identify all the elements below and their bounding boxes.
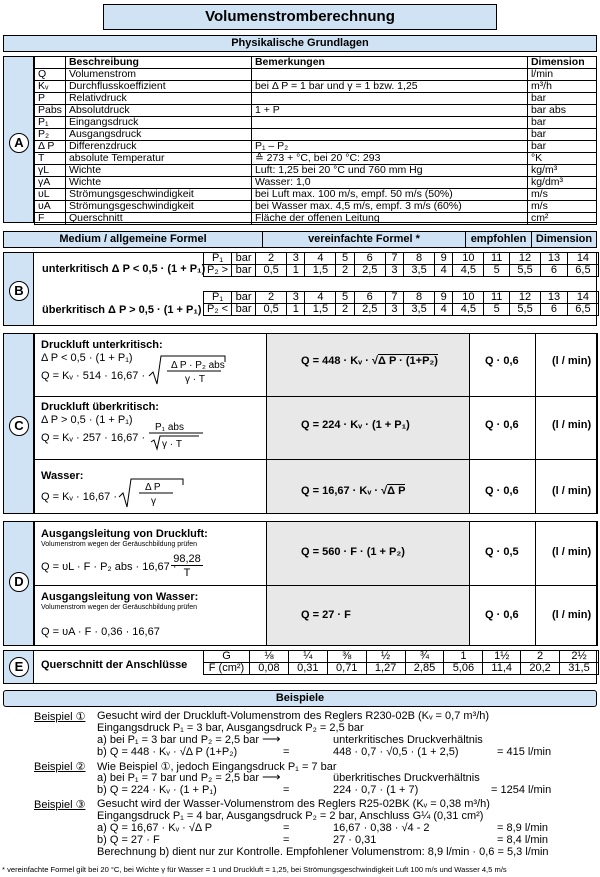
example3-a-calc: 16,67 · 0,38 · √4 - 2 (333, 822, 430, 834)
cell-symbol: γA (35, 177, 66, 189)
p2-value: 3 (385, 304, 403, 316)
g-value: ⅜ (327, 651, 366, 663)
cell-remark (251, 129, 527, 141)
p1-value: 13 (541, 292, 568, 304)
remarks-header: Bemerkungen (251, 57, 527, 69)
cell-dimension: bar (527, 141, 596, 153)
cell-description: Absolutdruck (65, 105, 251, 117)
svg-text:Δ P · P₂ abs: Δ P · P₂ abs (171, 360, 225, 371)
example3-tag: Beispiel ③ (34, 799, 86, 811)
p1-row (204, 292, 599, 304)
table-row (35, 69, 597, 81)
c2-dimension: (l / min) (552, 419, 592, 431)
table-row (35, 141, 597, 153)
p1-value: 7 (385, 253, 403, 265)
d2-title: Ausgangsleitung von Wasser: (41, 591, 199, 603)
section-b-badge: B (9, 281, 29, 301)
arrow-icon: ⟶ (262, 731, 281, 746)
p2-value: 3,5 (404, 304, 435, 316)
basics-header-row (35, 57, 597, 69)
table-row (35, 165, 597, 177)
cell-symbol: Δ P (35, 141, 66, 153)
p2-value: 1 (287, 304, 305, 316)
example2-b-eq: = (283, 784, 290, 796)
p2-value: 5 (484, 304, 510, 316)
svg-text:γ · T: γ · T (185, 374, 205, 385)
unit-label: bar (232, 253, 256, 265)
supercritical-pressure-table (203, 291, 599, 316)
g-value: ¾ (405, 651, 444, 663)
c1-dimension: (l / min) (552, 355, 592, 367)
col-dimension-header: Dimension (531, 231, 597, 248)
cell-description: Relativdruck (65, 93, 251, 105)
example3-line1: Gesucht wird der Wasser-Volumenstrom des Reglers R25-02BK (Kᵥ = 0,38 m³/h) (97, 798, 490, 810)
example1-b: b) Q = 448 · Kᵥ · √Δ P (1+P₂) (97, 746, 238, 758)
table-row (35, 153, 597, 165)
svg-text:γ · T: γ · T (162, 439, 182, 450)
example2-a-result: überkritisches Druckverhältnis (333, 772, 480, 784)
p2-value: 6 (541, 265, 568, 277)
d1-simplified: Q = 560 · F · (1 + P₂) (301, 546, 405, 558)
p2-value: 4,5 (453, 304, 484, 316)
p1-label: P₁ (204, 292, 232, 304)
d2-recommended: Q · 0,6 (485, 609, 519, 621)
table-row (35, 201, 597, 213)
p1-value: 10 (453, 292, 484, 304)
g-label: G (204, 651, 250, 663)
cell-description: Wichte (65, 165, 251, 177)
f-value: 5,06 (444, 663, 483, 675)
col-medium-header: Medium / allgemeine Formel (3, 231, 263, 248)
table-row (35, 105, 597, 117)
p1-value: 12 (510, 292, 541, 304)
d2-formula: Q = υA · F · 0,36 · 16,67 (41, 626, 160, 638)
cell-dimension: cm² (527, 213, 596, 225)
page-title: Volumenstromberechnung (103, 4, 497, 30)
c2-fraction (147, 418, 207, 452)
p2-value: 4 (435, 304, 453, 316)
f-value: 31,5 (560, 663, 599, 675)
p2-value: 5 (484, 265, 510, 277)
table-row (35, 93, 597, 105)
c3-formula: Q = Kᵥ · 16,67 · (41, 491, 117, 503)
cell-remark (251, 69, 527, 81)
g-value: 1½ (483, 651, 521, 663)
cell-dimension: kg/m³ (527, 165, 596, 177)
cell-remark: bei Luft max. 100 m/s, empf. 50 m/s (50%) (251, 189, 527, 201)
f-value: 1,27 (366, 663, 405, 675)
p2-value: 2 (336, 265, 354, 277)
f-value: 0,71 (327, 663, 366, 675)
p1-value: 8 (404, 253, 435, 265)
p2-value: 1 (287, 265, 305, 277)
c3-recommended: Q · 0,6 (485, 485, 519, 497)
cell-symbol: P₂ (35, 129, 66, 141)
subcritical-condition: unterkritisch Δ P < 0,5 · (1 + P₁) (42, 263, 206, 275)
cell-symbol: υL (35, 189, 66, 201)
cell-dimension: m³/h (527, 81, 596, 93)
svg-text:Δ P: Δ P (145, 482, 161, 493)
p2-value: 6 (541, 304, 568, 316)
supercritical-condition: überkritisch Δ P > 0,5 · (1 + P₁) (42, 304, 202, 316)
section-a-badge: A (9, 133, 29, 153)
f-row (204, 663, 599, 675)
cell-remark: bei Δ P = 1 bar und γ = 1 bzw. 1,25 (251, 81, 527, 93)
p1-value: 6 (354, 292, 385, 304)
g-value: ⅛ (250, 651, 289, 663)
cell-dimension: m/s (527, 189, 596, 201)
c2-simplified: Q = 224 · Kᵥ · (1 + P₁) (301, 419, 410, 431)
cell-description: Ausgangsdruck (65, 129, 251, 141)
p1-value: 2 (256, 292, 287, 304)
f-label: F (cm²) (204, 663, 250, 675)
d1-title: Ausgangsleitung von Druckluft: (41, 528, 208, 540)
cell-symbol: F (35, 213, 66, 225)
p1-value: 4 (305, 253, 336, 265)
cell-description: Strömungsgeschwindigkeit (65, 201, 251, 213)
p1-value: 11 (484, 292, 510, 304)
p1-value: 12 (510, 253, 541, 265)
p2-row (204, 304, 599, 316)
section-d-badge: D (9, 572, 29, 592)
p2-value: 5,5 (510, 304, 541, 316)
c2-condition: Δ P > 0,5 · (1 + P₁) (41, 414, 133, 426)
cell-remark: 1 + P (251, 105, 527, 117)
section-e-badge: E (9, 657, 29, 677)
g-value: 2½ (560, 651, 599, 663)
c3-simplified: Q = 16,67 · Kᵥ · √Δ P (301, 485, 406, 497)
section-e (3, 650, 597, 684)
example2-a: a) bei P₁ = 7 bar und P₂ = 2,5 bar (97, 772, 260, 784)
d1-frac-den: T (183, 567, 191, 579)
col-recommended-header: empfohlen (465, 231, 532, 248)
example3-a: a) Q = 16,67 · Kᵥ · √Δ P (97, 822, 213, 834)
p1-label: P₁ (204, 253, 232, 265)
p2-value: 1,5 (305, 265, 336, 277)
p2-value: 3 (385, 265, 403, 277)
basics-heading: Physikalische Grundlagen (3, 35, 597, 52)
table-row (35, 117, 597, 129)
cell-remark (251, 117, 527, 129)
c2-formula: Q = Kᵥ · 257 · 16,67 · (41, 432, 146, 444)
cell-symbol: P (35, 93, 66, 105)
cell-dimension: bar abs (527, 105, 596, 117)
example2-result: = 1254 l/min (491, 784, 552, 796)
example1-b-calc: 448 · 0,7 · √0,5 · (1 + 2,5) (333, 746, 459, 758)
cell-remark: Luft: 1,25 bei 20 °C und 760 mm Hg (251, 165, 527, 177)
p2-value: 0,5 (256, 304, 287, 316)
cell-dimension: l/min (527, 69, 596, 81)
p1-value: 5 (336, 253, 354, 265)
cell-dimension: bar (527, 129, 596, 141)
e-title: Querschnitt der Anschlüsse (41, 659, 188, 671)
d1-dimension: (l / min) (552, 546, 592, 558)
example1-b-eq: = (283, 746, 290, 758)
section-d (3, 521, 597, 646)
p2-value: 2 (336, 304, 354, 316)
arrow-icon: ⟶ (262, 769, 281, 784)
section-a (3, 56, 597, 223)
example3-b-result: = 8,4 l/min (497, 834, 549, 846)
table-row (35, 213, 597, 225)
cell-description: Durchflusskoeffizient (65, 81, 251, 93)
example2-b: b) Q = 224 · Kᵥ · (1 + P₁) (97, 784, 217, 796)
example3-a-eq: = (283, 822, 290, 834)
g-value: 2 (521, 651, 560, 663)
p2-value: 1,5 (305, 304, 336, 316)
unit-label: bar (232, 265, 256, 277)
cell-description: Differenzdruck (65, 141, 251, 153)
col-simplified-header: vereinfachte Formel * (262, 231, 466, 248)
svg-text:γ: γ (151, 496, 156, 507)
c1-condition: Δ P < 0,5 · (1 + P₁) (41, 352, 133, 364)
cell-description: Volumenstrom (65, 69, 251, 81)
c1-formula: Q = Kᵥ · 514 · 16,67 · (41, 370, 146, 382)
example3-line2: Eingangsdruck P₁ = 4 bar, Ausgangsdruck P₂ = 2 bar, Anschluss G¼ (0,31 cm²) (97, 810, 484, 822)
example2-tag: Beispiel ② (34, 761, 86, 773)
example2-line1: Wie Beispiel ①, jedoch Eingangsdruck P₁ = 7 bar (97, 761, 337, 773)
p1-row (204, 253, 599, 265)
symbol-header (35, 57, 66, 69)
p1-value: 2 (256, 253, 287, 265)
footnote: * vereinfachte Formel gilt bei 20 °C, bei Wichte γ für Wasser = 1 und Druckluft = 1,25, bei Strömungsgeschwindigkeit Luft 100 m/s und Wasser 4,5 m/s (2, 865, 507, 874)
f-value: 0,08 (250, 663, 289, 675)
cell-remark: P₁ – P₂ (251, 141, 527, 153)
cell-dimension: kg/dm³ (527, 177, 596, 189)
c3-root-fraction (117, 477, 187, 509)
p1-value: 5 (336, 292, 354, 304)
c3-title: Wasser: (41, 470, 84, 482)
p2-value: 4 (435, 265, 453, 277)
table-row (35, 129, 597, 141)
cell-description: absolute Temperatur (65, 153, 251, 165)
p1-value: 10 (453, 253, 484, 265)
example3-a-result: = 8,9 l/min (497, 822, 549, 834)
p2-value: 4,5 (453, 265, 484, 277)
cell-description: Strömungsgeschwindigkeit (65, 189, 251, 201)
p1-value: 7 (385, 292, 403, 304)
g-value: ¼ (288, 651, 327, 663)
cell-remark: ≙ 273 + °C, bei 20 °C: 293 (251, 153, 527, 165)
p2-value: 5,5 (510, 265, 541, 277)
d2-note: Volumenstrom wegen der Geräuschbildung prüfen (41, 604, 198, 611)
p1-value: 9 (435, 253, 453, 265)
d1-recommended: Q · 0,5 (485, 546, 519, 558)
table-row (35, 189, 597, 201)
cell-remark (251, 93, 527, 105)
basics-table (34, 56, 597, 225)
table-row (35, 81, 597, 93)
p2-value: 6,5 (567, 265, 598, 277)
cell-symbol: T (35, 153, 66, 165)
example1-a-result: unterkritisches Druckverhältnis (333, 734, 483, 746)
dimension-header: Dimension (527, 57, 596, 69)
cell-symbol: υA (35, 201, 66, 213)
example3-b-calc: 27 · 0,31 (333, 834, 377, 846)
f-value: 20,2 (521, 663, 560, 675)
description-header: Beschreibung (65, 57, 251, 69)
cell-remark: Wasser: 1,0 (251, 177, 527, 189)
p2-value: 2,5 (354, 265, 385, 277)
example1-a: a) bei P₁ = 3 bar und P₂ = 2,5 bar (97, 734, 260, 746)
example3-summary: Berechnung b) dient nur zur Kontrolle. Empfohlener Volumenstrom: 8,9 l/min · 0,6 = 5,3 l/min (97, 846, 549, 858)
cell-remark: bei Wasser max. 4,5 m/s, empf. 3 m/s (60%) (251, 201, 527, 213)
table-row (35, 177, 597, 189)
example1-result: = 415 l/min (497, 746, 552, 758)
cell-dimension: bar (527, 93, 596, 105)
section-c (3, 333, 597, 514)
unit-label: bar (232, 292, 256, 304)
example1-tag: Beispiel ① (34, 711, 86, 723)
g-value: ½ (366, 651, 405, 663)
example1-line2: Eingangsdruck P₁ = 3 bar, Ausgangsdruck P₂ = 2,5 bar (97, 722, 364, 734)
cell-description: Wichte (65, 177, 251, 189)
p1-value: 14 (567, 292, 598, 304)
cell-symbol: Kᵥ (35, 81, 66, 93)
d2-simplified: Q = 27 · F (301, 609, 351, 621)
cell-remark: Fläche der offenen Leitung (251, 213, 527, 225)
example3-b: b) Q = 27 · F (97, 834, 160, 846)
connection-table (203, 650, 599, 675)
cell-description: Querschnitt (65, 213, 251, 225)
p2-value: 0,5 (256, 265, 287, 277)
c1-root-fraction (147, 354, 227, 386)
cell-dimension: °K (527, 153, 596, 165)
svg-text:P₁ abs: P₁ abs (155, 422, 184, 433)
example2-b-calc: 224 · 0,7 · (1 + 7) (333, 784, 419, 796)
f-value: 11,4 (483, 663, 521, 675)
d2-dimension: (l / min) (552, 609, 592, 621)
example1-line1: Gesucht wird der Druckluft-Volumenstrom des Reglers R230-02B (Kᵥ = 0,7 m³/h) (97, 710, 490, 722)
c1-recommended: Q · 0,6 (485, 355, 519, 367)
d1-frac-num: 98,28 (171, 553, 203, 566)
p2-label: P₂ > (204, 265, 232, 277)
p1-value: 14 (567, 253, 598, 265)
cell-description: Eingangsdruck (65, 117, 251, 129)
c2-recommended: Q · 0,6 (485, 419, 519, 431)
c1-simplified: Q = 448 · Kᵥ · √Δ P · (1+P₂) (301, 355, 438, 367)
cell-symbol: Q (35, 69, 66, 81)
p1-value: 6 (354, 253, 385, 265)
section-b (3, 252, 597, 326)
p2-value: 3,5 (404, 265, 435, 277)
p1-value: 13 (541, 253, 568, 265)
cell-symbol: γL (35, 165, 66, 177)
cell-dimension: bar (527, 117, 596, 129)
cell-dimension: m/s (527, 201, 596, 213)
c3-dimension: (l / min) (552, 485, 592, 497)
p2-row (204, 265, 599, 277)
p2-value: 2,5 (354, 304, 385, 316)
p1-value: 11 (484, 253, 510, 265)
p1-value: 8 (404, 292, 435, 304)
p2-value: 6,5 (567, 304, 598, 316)
p2-label: P₂ < (204, 304, 232, 316)
c1-title: Druckluft unterkritisch: (41, 339, 163, 351)
d1-formula: Q = υL · F · P₂ abs · 16,67 · (41, 561, 177, 573)
g-row (204, 651, 599, 663)
d1-note: Volumenstrom wegen der Geräuschbildung prüfen (41, 541, 198, 548)
p1-value: 9 (435, 292, 453, 304)
section-c-badge: C (9, 416, 29, 436)
f-value: 2,85 (405, 663, 444, 675)
cell-symbol: P₁ (35, 117, 66, 129)
c2-title: Druckluft überkritisch: (41, 401, 159, 413)
example3-b-eq: = (283, 834, 290, 846)
f-value: 0,31 (288, 663, 327, 675)
g-value: 1 (444, 651, 483, 663)
examples-heading: Beispiele (3, 690, 597, 707)
cell-symbol: Pabs (35, 105, 66, 117)
unit-label: bar (232, 304, 256, 316)
subcritical-pressure-table (203, 252, 599, 277)
p1-value: 3 (287, 253, 305, 265)
p1-value: 4 (305, 292, 336, 304)
p1-value: 3 (287, 292, 305, 304)
